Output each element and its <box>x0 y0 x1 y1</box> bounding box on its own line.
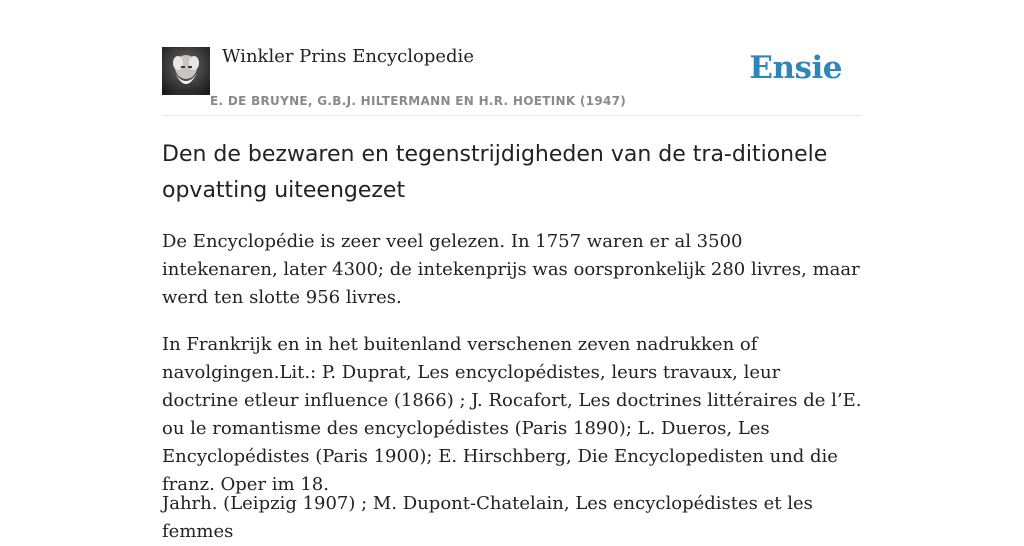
article-paragraph: Jahrh. (Leipzig 1907) ; M. Dupont-Chatelain, Les encyclopédistes et les femmes <box>162 493 813 542</box>
authors-byline: E. DE BRUYNE, G.B.J. HILTERMANN EN H.R. HOETINK (1947) <box>210 94 627 108</box>
article-paragraph: In Frankrijk en in het buitenland verschenen zeven nadrukken of navolgingen.Lit.: P. Duprat, Les encyclopédistes, leurs travaux, leur doctrine etleur influence (1866) ; J. Rocafort, Les doctrines littéraires de l’E. ou le romantisme des encyclopédistes (Paris 1890); L. Dueros, Les Encyclopédistes (Paris 1900); E. Hirschberg, Die Encyclopedisten und die franz. Oper im 18. <box>162 334 862 495</box>
brand-logo[interactable]: Ensie <box>749 50 842 86</box>
article-paragraph: De Encyclopédie is zeer veel gelezen. In 1757 waren er al 3500 intekenaren, later 4300; de intekenprijs was oorspronkelijk 280 livres, maar werd ten slotte 956 livres. <box>162 231 860 308</box>
site-header <box>162 0 862 116</box>
site-title[interactable]: Winkler Prins Encyclopedie <box>222 46 474 67</box>
page-content <box>162 0 862 542</box>
article-title: Den de bezwaren en tegenstrijdigheden van de tra-ditionele opvatting uiteengezet <box>162 142 828 203</box>
author-avatar[interactable] <box>162 47 210 95</box>
avatar-portrait-icon <box>162 47 210 95</box>
